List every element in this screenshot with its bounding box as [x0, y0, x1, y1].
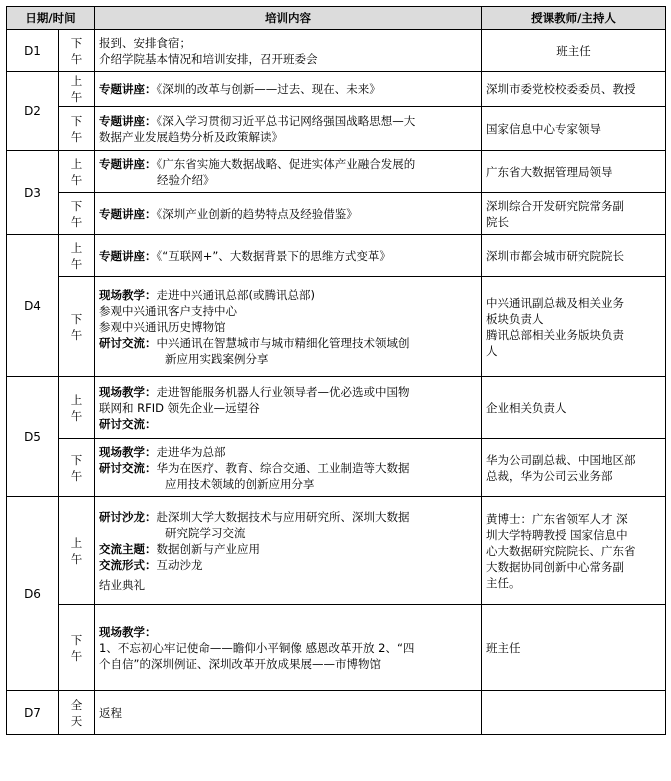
content-cell: 现场教学： 1、不忘初心牢记使命——瞻仰小平铜像 感恩改革开放 2、“四 个自信”的深圳例证、深圳改革开放成果展——市博物馆	[95, 605, 482, 691]
day-cell: D4	[7, 235, 59, 377]
slot-cell: 上午	[59, 151, 95, 193]
table-row	[7, 151, 666, 193]
table-row	[7, 497, 666, 605]
slot-cell: 下午	[59, 605, 95, 691]
teacher-cell: 企业相关负责人	[482, 377, 666, 439]
table-row	[7, 72, 666, 107]
header-content: 培训内容	[95, 7, 482, 30]
header-date-time: 日期/时间	[7, 7, 95, 30]
content-cell: 现场教学：走进智能服务机器人行业领导者—优必选或中国物 联网和 RFID 领先企业—远望谷 研讨交流：	[95, 377, 482, 439]
day-cell: D6	[7, 497, 59, 691]
table-row	[7, 277, 666, 377]
content-cell: 专题讲座：《“互联网+”、大数据背景下的思维方式变革》	[95, 235, 482, 277]
day-cell: D3	[7, 151, 59, 235]
day-cell: D2	[7, 72, 59, 151]
slot-cell: 上午	[59, 235, 95, 277]
table-row	[7, 107, 666, 151]
header-teacher: 授课教师/主持人	[482, 7, 666, 30]
table-row	[7, 377, 666, 439]
content-cell: 专题讲座：《深圳产业创新的趋势特点及经验借鉴》	[95, 193, 482, 235]
slot-cell: 下午	[59, 439, 95, 497]
table-row	[7, 193, 666, 235]
day-cell: D5	[7, 377, 59, 497]
teacher-cell: 黄博士：广东省领军人才 深 圳大学特聘教授 国家信息中 心大数据研究院院长、广东省 大数据协同创新中心常务副 主任。	[482, 497, 666, 605]
slot-cell: 下午	[59, 277, 95, 377]
day-cell: D7	[7, 691, 59, 735]
day-cell: D1	[7, 30, 59, 72]
content-cell: 研讨沙龙：赴深圳大学大数据技术与应用研究所、深圳大数据 研究院学习交流 交流主题：数据创新与产业应用 交流形式：互动沙龙 结业典礼	[95, 497, 482, 605]
teacher-cell: 深圳市委党校校委委员、教授	[482, 72, 666, 107]
content-cell: 专题讲座：《深入学习贯彻习近平总书记网络强国战略思想—大 数据产业发展趋势分析及政策解读》	[95, 107, 482, 151]
content-cell: 专题讲座：《广东省实施大数据战略、促进实体产业融合发展的 经验介绍》	[95, 151, 482, 193]
slot-cell: 下午	[59, 30, 95, 72]
content-cell: 现场教学：走进中兴通讯总部(或腾讯总部) 参观中兴通讯客户支持中心 参观中兴通讯历史博物馆 研讨交流：中兴通讯在智慧城市与城市精细化管理技术领域创 新应用实践案例分享	[95, 277, 482, 377]
table-row	[7, 235, 666, 277]
table-row	[7, 605, 666, 691]
teacher-cell: 班主任	[482, 605, 666, 691]
content-cell: 返程	[95, 691, 482, 735]
teacher-cell: 班主任	[482, 30, 666, 72]
teacher-cell: 中兴通讯副总裁及相关业务 板块负责人 腾讯总部相关业务版块负责 人	[482, 277, 666, 377]
slot-cell: 上午	[59, 72, 95, 107]
content-cell: 现场教学：走进华为总部 研讨交流：华为在医疗、教育、综合交通、工业制造等大数据 应用技术领域的创新应用分享	[95, 439, 482, 497]
teacher-cell	[482, 691, 666, 735]
teacher-cell: 广东省大数据管理局领导	[482, 151, 666, 193]
schedule-table	[6, 6, 666, 735]
table-row	[7, 439, 666, 497]
slot-cell: 下午	[59, 107, 95, 151]
table-header-row	[7, 7, 666, 30]
content-cell: 报到、安排食宿； 介绍学院基本情况和培训安排，召开班委会	[95, 30, 482, 72]
content-cell: 专题讲座：《深圳的改革与创新——过去、现在、未来》	[95, 72, 482, 107]
teacher-cell: 华为公司副总裁、中国地区部 总裁，华为公司云业务部	[482, 439, 666, 497]
table-row	[7, 691, 666, 735]
slot-cell: 上午	[59, 497, 95, 605]
teacher-cell: 深圳综合开发研究院常务副 院长	[482, 193, 666, 235]
slot-cell: 上午	[59, 377, 95, 439]
teacher-cell: 深圳市都会城市研究院院长	[482, 235, 666, 277]
teacher-cell: 国家信息中心专家领导	[482, 107, 666, 151]
slot-cell: 全天	[59, 691, 95, 735]
slot-cell: 下午	[59, 193, 95, 235]
table-row	[7, 30, 666, 72]
